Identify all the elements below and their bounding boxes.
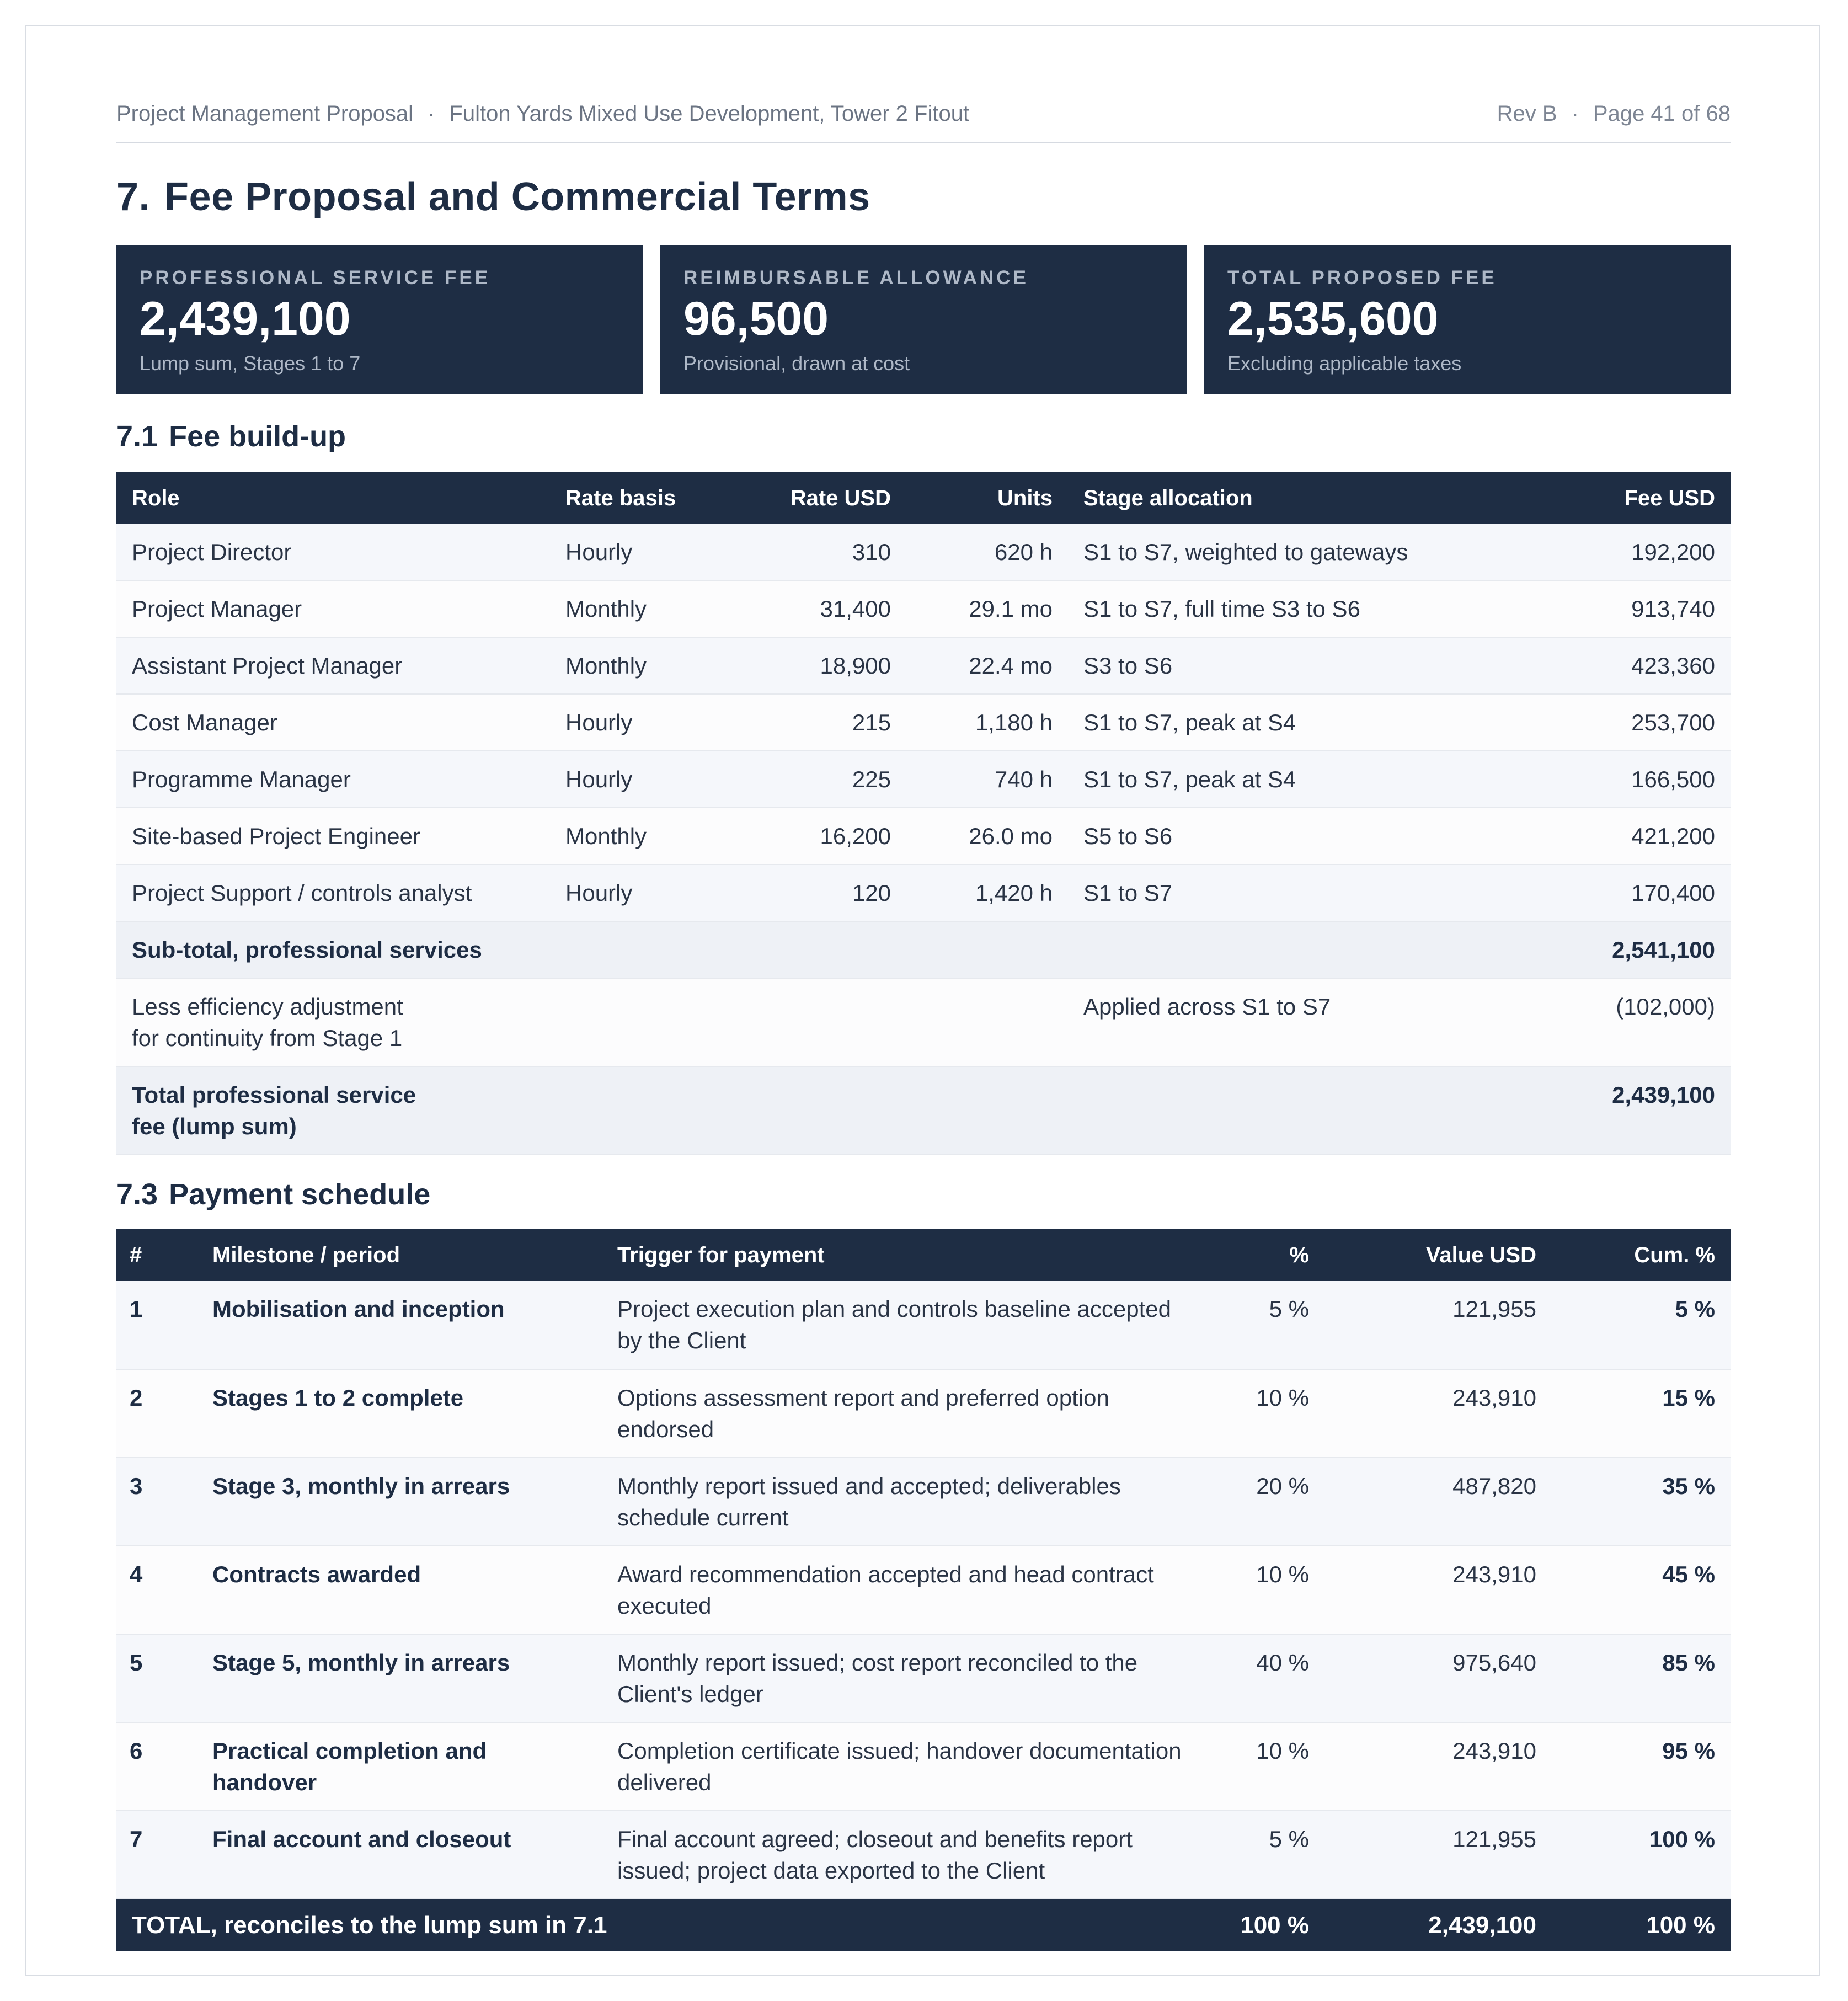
subsection-number: 7.3 (116, 1178, 158, 1211)
kpi-card-professional-fee (116, 245, 643, 394)
cell-rate: 310 (743, 524, 906, 580)
running-header-right (1497, 102, 1731, 126)
cell-fee: (102,000) (1476, 978, 1731, 1066)
cell-value: 975,640 (1324, 1634, 1552, 1722)
cell-index: 1 (116, 1281, 197, 1369)
table-row (116, 694, 1731, 751)
cell-cumulative: 85 % (1552, 1634, 1731, 1722)
cell-role: Project Manager (116, 580, 550, 637)
cell-stage-allocation: S1 to S7, weighted to gateways (1068, 524, 1476, 580)
cell-stage-allocation: S1 to S7, peak at S4 (1068, 694, 1476, 751)
section-title: Fee Proposal and Commercial Terms (164, 175, 870, 219)
cell-stage-allocation (1068, 1066, 1476, 1155)
col-stage-allocation: Stage allocation (1068, 472, 1476, 524)
col-value: Value USD (1324, 1229, 1552, 1281)
cell-fee: 423,360 (1476, 637, 1731, 694)
table-header-row (116, 472, 1731, 524)
total-percent: 100 % (1203, 1899, 1324, 1951)
cell-index: 2 (116, 1369, 197, 1458)
section-number: 7. (116, 175, 151, 219)
cell-units: 22.4 mo (906, 637, 1068, 694)
cell-trigger: Options assessment report and preferred option endorsed (602, 1369, 1203, 1458)
cell-units: 29.1 mo (906, 580, 1068, 637)
total-value: 2,439,100 (1324, 1899, 1552, 1951)
table-row (116, 580, 1731, 637)
cell-rate-basis: Monthly (550, 637, 743, 694)
kpi-subtext: Lump sum, Stages 1 to 7 (140, 352, 361, 375)
cell-trigger: Completion certificate issued; handover documentation delivered (602, 1722, 1203, 1811)
cell-rate: 215 (743, 694, 906, 751)
cell-percent: 5 % (1203, 1811, 1324, 1899)
cell-value: 243,910 (1324, 1369, 1552, 1458)
header-separator-right: · (1571, 102, 1579, 126)
col-trigger: Trigger for payment (602, 1229, 1203, 1281)
cell-cumulative: 35 % (1552, 1458, 1731, 1546)
col-percent: % (1203, 1229, 1324, 1281)
cell-rate-basis: Monthly (550, 580, 743, 637)
header-separator: · (428, 102, 435, 126)
cell-role: Cost Manager (116, 694, 550, 751)
total-cumulative: 100 % (1552, 1899, 1731, 1951)
cell-units: 26.0 mo (906, 808, 1068, 865)
kpi-value: 2,439,100 (140, 292, 351, 345)
cell-label: Less efficiency adjustment for continuity from Stage 1 (116, 978, 1068, 1066)
kpi-value: 96,500 (683, 292, 829, 345)
col-units: Units (906, 472, 1068, 524)
cell-percent: 10 % (1203, 1369, 1324, 1458)
cell-value: 243,910 (1324, 1546, 1552, 1634)
col-cumulative: Cum. % (1552, 1229, 1731, 1281)
subsection-title: Payment schedule (169, 1178, 431, 1211)
table-row (116, 1369, 1731, 1458)
cell-stage-allocation: S1 to S7, full time S3 to S6 (1068, 580, 1476, 637)
cell-percent: 40 % (1203, 1634, 1324, 1722)
section-heading (116, 174, 870, 220)
cell-milestone: Stage 5, monthly in arrears (197, 1634, 602, 1722)
kpi-label: REIMBURSABLE ALLOWANCE (683, 267, 1029, 289)
cell-cumulative: 100 % (1552, 1811, 1731, 1899)
cell-milestone: Stages 1 to 2 complete (197, 1369, 602, 1458)
table-row (116, 751, 1731, 808)
kpi-card-reimbursable (660, 245, 1187, 394)
col-role: Role (116, 472, 550, 524)
cell-rate: 225 (743, 751, 906, 808)
total-label: TOTAL, reconciles to the lump sum in 7.1 (116, 1899, 1203, 1951)
cell-rate-basis: Monthly (550, 808, 743, 865)
cell-role: Programme Manager (116, 751, 550, 808)
cell-units: 620 h (906, 524, 1068, 580)
cell-milestone: Final account and closeout (197, 1811, 602, 1899)
cell-rate: 16,200 (743, 808, 906, 865)
table-row (116, 1634, 1731, 1722)
cell-value: 487,820 (1324, 1458, 1552, 1546)
cell-milestone: Contracts awarded (197, 1546, 602, 1634)
kpi-subtext: Excluding applicable taxes (1227, 352, 1462, 375)
cell-role: Project Director (116, 524, 550, 580)
subsection-title: Fee build-up (169, 420, 346, 453)
cell-cumulative: 95 % (1552, 1722, 1731, 1811)
cell-fee: 2,439,100 (1476, 1066, 1731, 1155)
running-header-left (116, 102, 969, 126)
cell-cumulative: 45 % (1552, 1546, 1731, 1634)
cell-trigger: Final account agreed; closeout and benefits report issued; project data exported to the Client (602, 1811, 1203, 1899)
kpi-label: PROFESSIONAL SERVICE FEE (140, 267, 491, 289)
subsection-number: 7.1 (116, 420, 158, 453)
cell-stage-allocation: S1 to S7 (1068, 865, 1476, 921)
cell-stage-allocation: S3 to S6 (1068, 637, 1476, 694)
cell-rate: 120 (743, 865, 906, 921)
kpi-subtext: Provisional, drawn at cost (683, 352, 910, 375)
cell-index: 6 (116, 1722, 197, 1811)
table-row (116, 1546, 1731, 1634)
fee-buildup-table (116, 472, 1731, 1155)
table-header-row (116, 1229, 1731, 1281)
project-name: Fulton Yards Mixed Use Development, Tower 2 Fitout (449, 102, 970, 126)
cell-percent: 10 % (1203, 1546, 1324, 1634)
cell-milestone: Mobilisation and inception (197, 1281, 602, 1369)
cell-percent: 10 % (1203, 1722, 1324, 1811)
kpi-card-total-fee (1204, 245, 1731, 394)
total-fee-row (116, 1066, 1731, 1155)
cell-index: 4 (116, 1546, 197, 1634)
cell-units: 1,180 h (906, 694, 1068, 751)
cell-role: Site-based Project Engineer (116, 808, 550, 865)
cell-rate-basis: Hourly (550, 751, 743, 808)
cell-units: 1,420 h (906, 865, 1068, 921)
cell-index: 5 (116, 1634, 197, 1722)
adjustment-row (116, 978, 1731, 1066)
cell-trigger: Monthly report issued; cost report reconciled to the Client's ledger (602, 1634, 1203, 1722)
table-row (116, 808, 1731, 865)
table-row (116, 524, 1731, 580)
table-row (116, 637, 1731, 694)
cell-cumulative: 5 % (1552, 1281, 1731, 1369)
cell-percent: 20 % (1203, 1458, 1324, 1546)
table-row (116, 1722, 1731, 1811)
col-rate: Rate USD (743, 472, 906, 524)
payment-schedule-table (116, 1229, 1731, 1951)
cell-fee: 192,200 (1476, 524, 1731, 580)
cell-fee: 913,740 (1476, 580, 1731, 637)
cell-fee: 2,541,100 (1476, 921, 1731, 978)
cell-stage-allocation: Applied across S1 to S7 (1068, 978, 1476, 1066)
cell-rate-basis: Hourly (550, 524, 743, 580)
cell-rate: 18,900 (743, 637, 906, 694)
cell-role: Assistant Project Manager (116, 637, 550, 694)
doc-title: Project Management Proposal (116, 102, 414, 126)
cell-value: 121,955 (1324, 1811, 1552, 1899)
revision: Rev B (1497, 102, 1557, 126)
cell-index: 7 (116, 1811, 197, 1899)
table-row (116, 1281, 1731, 1369)
col-fee: Fee USD (1476, 472, 1731, 524)
cell-role: Project Support / controls analyst (116, 865, 550, 921)
document-page (25, 25, 1820, 1976)
table-row (116, 1811, 1731, 1899)
col-rate-basis: Rate basis (550, 472, 743, 524)
cell-trigger: Monthly report issued and accepted; deliverables schedule current (602, 1458, 1203, 1546)
cell-trigger: Award recommendation accepted and head contract executed (602, 1546, 1203, 1634)
subsection-heading-fee-buildup (116, 419, 346, 453)
payment-total-row (116, 1899, 1731, 1951)
subsection-heading-payment (116, 1177, 430, 1212)
cell-value: 243,910 (1324, 1722, 1552, 1811)
cell-cumulative: 15 % (1552, 1369, 1731, 1458)
cell-percent: 5 % (1203, 1281, 1324, 1369)
cell-label: Total professional service fee (lump sum) (116, 1066, 1068, 1155)
cell-trigger: Project execution plan and controls baseline accepted by the Client (602, 1281, 1203, 1369)
cell-units: 740 h (906, 751, 1068, 808)
kpi-label: TOTAL PROPOSED FEE (1227, 267, 1497, 289)
table-row (116, 865, 1731, 921)
subtotal-row (116, 921, 1731, 978)
col-milestone: Milestone / period (197, 1229, 602, 1281)
col-index: # (116, 1229, 197, 1281)
cell-index: 3 (116, 1458, 197, 1546)
cell-milestone: Stage 3, monthly in arrears (197, 1458, 602, 1546)
table-row (116, 1458, 1731, 1546)
page-number: Page 41 of 68 (1593, 102, 1731, 126)
cell-rate-basis: Hourly (550, 865, 743, 921)
cell-stage-allocation (1068, 921, 1476, 978)
cell-stage-allocation: S5 to S6 (1068, 808, 1476, 865)
cell-fee: 166,500 (1476, 751, 1731, 808)
kpi-value: 2,535,600 (1227, 292, 1439, 345)
cell-rate: 31,400 (743, 580, 906, 637)
cell-stage-allocation: S1 to S7, peak at S4 (1068, 751, 1476, 808)
cell-fee: 421,200 (1476, 808, 1731, 865)
cell-fee: 253,700 (1476, 694, 1731, 751)
cell-value: 121,955 (1324, 1281, 1552, 1369)
kpi-cards (116, 245, 1731, 394)
cell-label: Sub-total, professional services (116, 921, 1068, 978)
cell-fee: 170,400 (1476, 865, 1731, 921)
running-header (116, 92, 1731, 143)
cell-milestone: Practical completion and handover (197, 1722, 602, 1811)
cell-rate-basis: Hourly (550, 694, 743, 751)
